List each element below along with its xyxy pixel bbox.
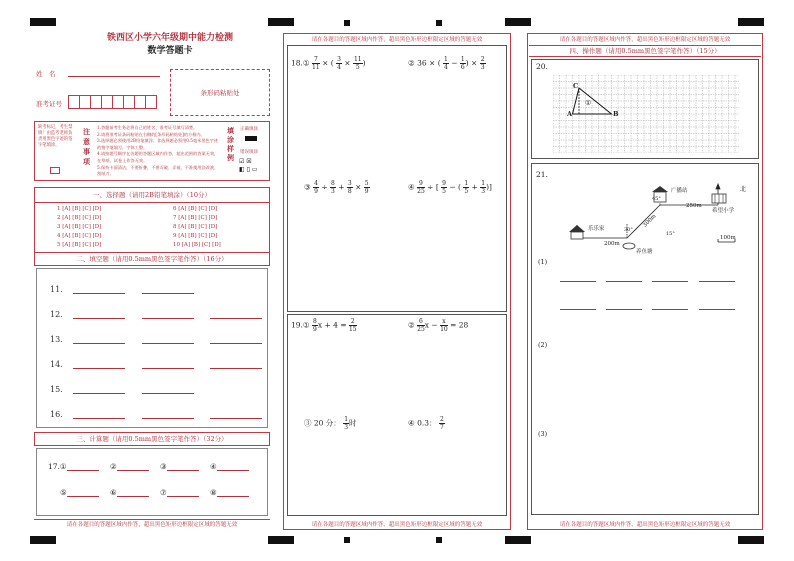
choice-row[interactable]: 9 [A] [B] [C] [D]	[173, 233, 218, 239]
calc-item: ④	[210, 462, 249, 471]
area-note-bottom: 请在各题目的答题区域内作答，超出黑色矩形边框限定区域的答题无效	[559, 522, 731, 528]
answer-blank[interactable]	[606, 274, 642, 282]
choice-row[interactable]: 1 [A] [B] [C] [D]	[57, 206, 102, 212]
barcode-label: 条形码粘贴处	[200, 89, 240, 97]
absent-checkbox[interactable]	[50, 167, 60, 174]
answer-blank[interactable]	[167, 463, 199, 471]
q21-answer-lines	[560, 302, 740, 310]
place-home: 乐乐家	[588, 226, 605, 232]
registration-mark	[30, 536, 56, 544]
q18-item-1: 18.① $\frac{7}{11}$ × ( $\frac{3}{4}$ × $\frac{11}{5}$ )	[291, 56, 366, 71]
fill-row: 14.	[50, 360, 262, 369]
name-label: 姓 名	[36, 70, 56, 78]
area-note-top: 请在各题目的答题区域内作答，超出黑色矩形边框限定区域的答题无效	[311, 37, 483, 43]
answer-blank[interactable]	[142, 336, 194, 344]
point-label-c: C	[573, 82, 579, 90]
answer-blank[interactable]	[217, 463, 249, 471]
answer-blank[interactable]	[217, 489, 249, 497]
name-field[interactable]	[68, 69, 160, 77]
distance-200: 200m	[604, 241, 620, 247]
calc-item: ⑥	[110, 488, 149, 497]
answer-blank[interactable]	[606, 302, 642, 310]
calc-item: ⑧	[210, 488, 249, 497]
choice-row[interactable]: 3 [A] [B] [C] [D]	[57, 224, 102, 230]
pond-icon	[623, 243, 635, 249]
fill-row: 11.	[50, 285, 194, 294]
calc-item: 17.①	[48, 462, 99, 471]
map-scale: 100m	[720, 235, 736, 241]
fill-row: 15.	[50, 385, 194, 394]
q19-item-1: 19.① $\frac{8}{9}$ x + 4 = $\frac{2}{15}$	[291, 318, 357, 333]
answer-blank[interactable]	[117, 463, 149, 471]
notice-line: 5.保持卡面清洁，不要折叠，不要弄破、弄皱，不准使用涂改液、刮纸刀。	[97, 164, 219, 177]
notice-line: 2.请将准考证条码粘贴在右侧的[条形码粘贴处]的方框内。	[97, 131, 205, 137]
answer-blank[interactable]	[210, 336, 262, 344]
answer-blank[interactable]	[73, 336, 125, 344]
small-mark	[344, 537, 350, 543]
answer-blank[interactable]	[699, 274, 735, 282]
answer-blank[interactable]	[73, 311, 125, 319]
angle-45: 45°	[652, 196, 661, 202]
calc-section-heading-wrap	[34, 432, 270, 446]
answer-blank[interactable]	[67, 463, 99, 471]
answer-blank[interactable]	[73, 286, 125, 294]
answer-blank[interactable]	[560, 274, 596, 282]
calc-item: ③	[160, 462, 199, 471]
calc-item: ⑤	[60, 488, 99, 497]
correct-fill-sample	[245, 136, 257, 141]
small-mark	[436, 20, 442, 26]
registration-mark	[505, 18, 531, 26]
q21-label: 21.	[536, 170, 548, 179]
area-note-top: 请在各题目的答题区域内作答，超出黑色矩形边框限定区域的答题无效	[559, 37, 731, 43]
answer-blank[interactable]	[73, 386, 125, 394]
angle-30: 30°	[624, 227, 633, 233]
q18-item-3: ③ $\frac{4}{9}$ ÷ $\frac{8}{3}$ + $\frac{3}{8}$ × $\frac{5}{9}$	[304, 180, 369, 195]
section-heading: 一、选择题（请用2B铅笔填涂）（10分）	[35, 189, 269, 203]
q19-item-2: ② $\frac{6}{25}$ x − $\frac{x}{10}$ = 28	[408, 318, 469, 333]
registration-mark	[738, 18, 764, 26]
small-mark	[436, 537, 442, 543]
q18-area	[287, 45, 507, 312]
answer-blank[interactable]	[142, 361, 194, 369]
q21-part-2: (2)	[538, 341, 548, 349]
q19-item-3: ③ 20 分： $\frac{1}{3}$ 时	[304, 416, 357, 431]
choice-row[interactable]: 10 [A] [B] [C] [D]	[173, 242, 221, 248]
registration-mark	[268, 18, 294, 26]
place-pond: 养鱼塘	[636, 249, 653, 255]
calc-item: ⑦	[160, 488, 199, 497]
q18-item-2: ② 36 × ( $\frac{1}{4}$ − $\frac{1}{6}$ ) × $\frac{2}{3}$	[408, 56, 485, 71]
answer-blank[interactable]	[210, 411, 262, 419]
fill-example-title: 填涂样例	[227, 126, 234, 162]
answer-blank[interactable]	[73, 361, 125, 369]
calc-item: ②	[110, 462, 149, 471]
answer-blank[interactable]	[560, 302, 596, 310]
distance-250: 250m	[686, 203, 702, 209]
triangle-marker: ①	[585, 99, 592, 107]
registration-mark	[738, 536, 764, 544]
place-broadcast: 广播站	[671, 188, 688, 194]
registration-mark	[505, 536, 531, 544]
choice-row[interactable]: 2 [A] [B] [C] [D]	[57, 215, 102, 221]
school-icon	[712, 194, 726, 203]
fill-row: 13.	[50, 335, 262, 344]
distance-300: 300m	[642, 213, 658, 229]
answer-blank[interactable]	[210, 361, 262, 369]
correct-fill-label: 正确填涂	[240, 127, 258, 132]
q20-label: 20.	[536, 62, 548, 71]
registration-mark	[30, 18, 56, 26]
fill-row: 16.	[50, 410, 262, 419]
calc-section	[36, 448, 268, 516]
fill-row: 12.	[50, 310, 262, 319]
answer-blank[interactable]	[142, 286, 194, 294]
exam-id-digit-box[interactable]	[145, 95, 157, 109]
answer-blank[interactable]	[142, 411, 194, 419]
q19-item-4: ④ 0.3： $\frac{2}{7}$	[408, 416, 444, 431]
q21-part-3: (3)	[538, 430, 548, 438]
choice-row[interactable]: 4 [A] [B] [C] [D]	[57, 233, 102, 239]
card-subtitle: 数学答题卡	[147, 46, 193, 56]
q21-map	[565, 180, 750, 260]
place-school: 希望小学	[712, 208, 735, 214]
answer-blank[interactable]	[210, 311, 262, 319]
registration-mark	[268, 536, 294, 544]
section-heading: 二、填空题（请用0.5mm黑色签字笔作答）（16分）	[76, 255, 228, 263]
choice-row[interactable]: 8 [A] [B] [C] [D]	[173, 224, 218, 230]
section-heading: 三、计算题（请用0.5mm黑色签字笔作答）（32分）	[76, 435, 228, 443]
area-note-bottom: 请在各题目的答题区域内作答，超出黑色矩形边框限定区域的答题无效	[311, 522, 483, 528]
answer-blank[interactable]	[67, 489, 99, 497]
choice-section	[34, 187, 270, 253]
answer-blank[interactable]	[117, 489, 149, 497]
exam-id-boxes[interactable]	[68, 95, 164, 109]
absent-notice: 缺考标记，考生禁填！由监考老师负责用黑色字迹的签字笔填涂。	[38, 125, 73, 148]
choice-row[interactable]: 7 [A] [B] [C] [D]	[173, 215, 218, 221]
exam-id-label: 准考证号	[36, 100, 62, 108]
operation-heading: 四、操作题（请用0.5mm黑色签字笔作答）（15分）	[529, 45, 761, 57]
choice-row[interactable]: 5 [A] [B] [C] [D]	[57, 242, 102, 248]
answer-blank[interactable]	[167, 489, 199, 497]
wrong-fill-label: 错误填涂	[240, 150, 258, 155]
wrong-fill-samples: ☑ ☒ ◧ ▯ ▭	[239, 158, 258, 173]
notice-line: 3.选择题必须使用2B铅笔填涂；非选择题必须用0.5毫米黑色字迹的签字笔填写，字体工整。	[97, 138, 219, 150]
answer-blank[interactable]	[652, 274, 688, 282]
small-mark	[344, 20, 350, 26]
area-note-bottom: 请在各题目的答题区域内作答，超出黑色矩形边框限定区域的答题无效	[34, 519, 270, 529]
answer-blank[interactable]	[652, 302, 688, 310]
answer-blank[interactable]	[142, 386, 194, 394]
q21-answer-lines	[560, 274, 740, 282]
q21-part-1: (1)	[538, 258, 548, 266]
notice-lines	[97, 125, 222, 178]
notice-line: 1.答题前考生务必将自己的姓名、准考证号填写清楚。	[97, 125, 198, 130]
q19-area	[287, 314, 507, 516]
barcode-area	[170, 69, 270, 116]
q18-item-4: ④ $\frac{9}{25}$ ÷ [ $\frac{9}{5}$ − ( $\frac{1}{5}$ + $\frac{1}{3}$ )]	[408, 180, 492, 195]
choice-row[interactable]: 6 [A] [B] [C] [D]	[173, 206, 218, 212]
q20-grid	[553, 75, 739, 153]
answer-blank[interactable]	[699, 302, 735, 310]
angle-15: 15°	[666, 231, 675, 237]
north-label: 北	[740, 186, 747, 193]
point-label-b: B	[613, 110, 619, 118]
answer-blank[interactable]	[73, 411, 125, 419]
house-icon	[569, 225, 585, 239]
answer-blank[interactable]	[142, 311, 194, 319]
notice-line: 4.请按题号顺序在各题的答题区域内作答，超出范围的答案无效，在草纸、试卷上作答无效。	[97, 151, 219, 163]
fill-section-heading-wrap	[34, 252, 270, 266]
card-title: 铁西区小学六年级期中能力检测	[106, 33, 233, 43]
notice-block	[34, 121, 270, 181]
point-label-a: A	[567, 110, 573, 118]
notice-title: 注意事项	[83, 127, 90, 166]
